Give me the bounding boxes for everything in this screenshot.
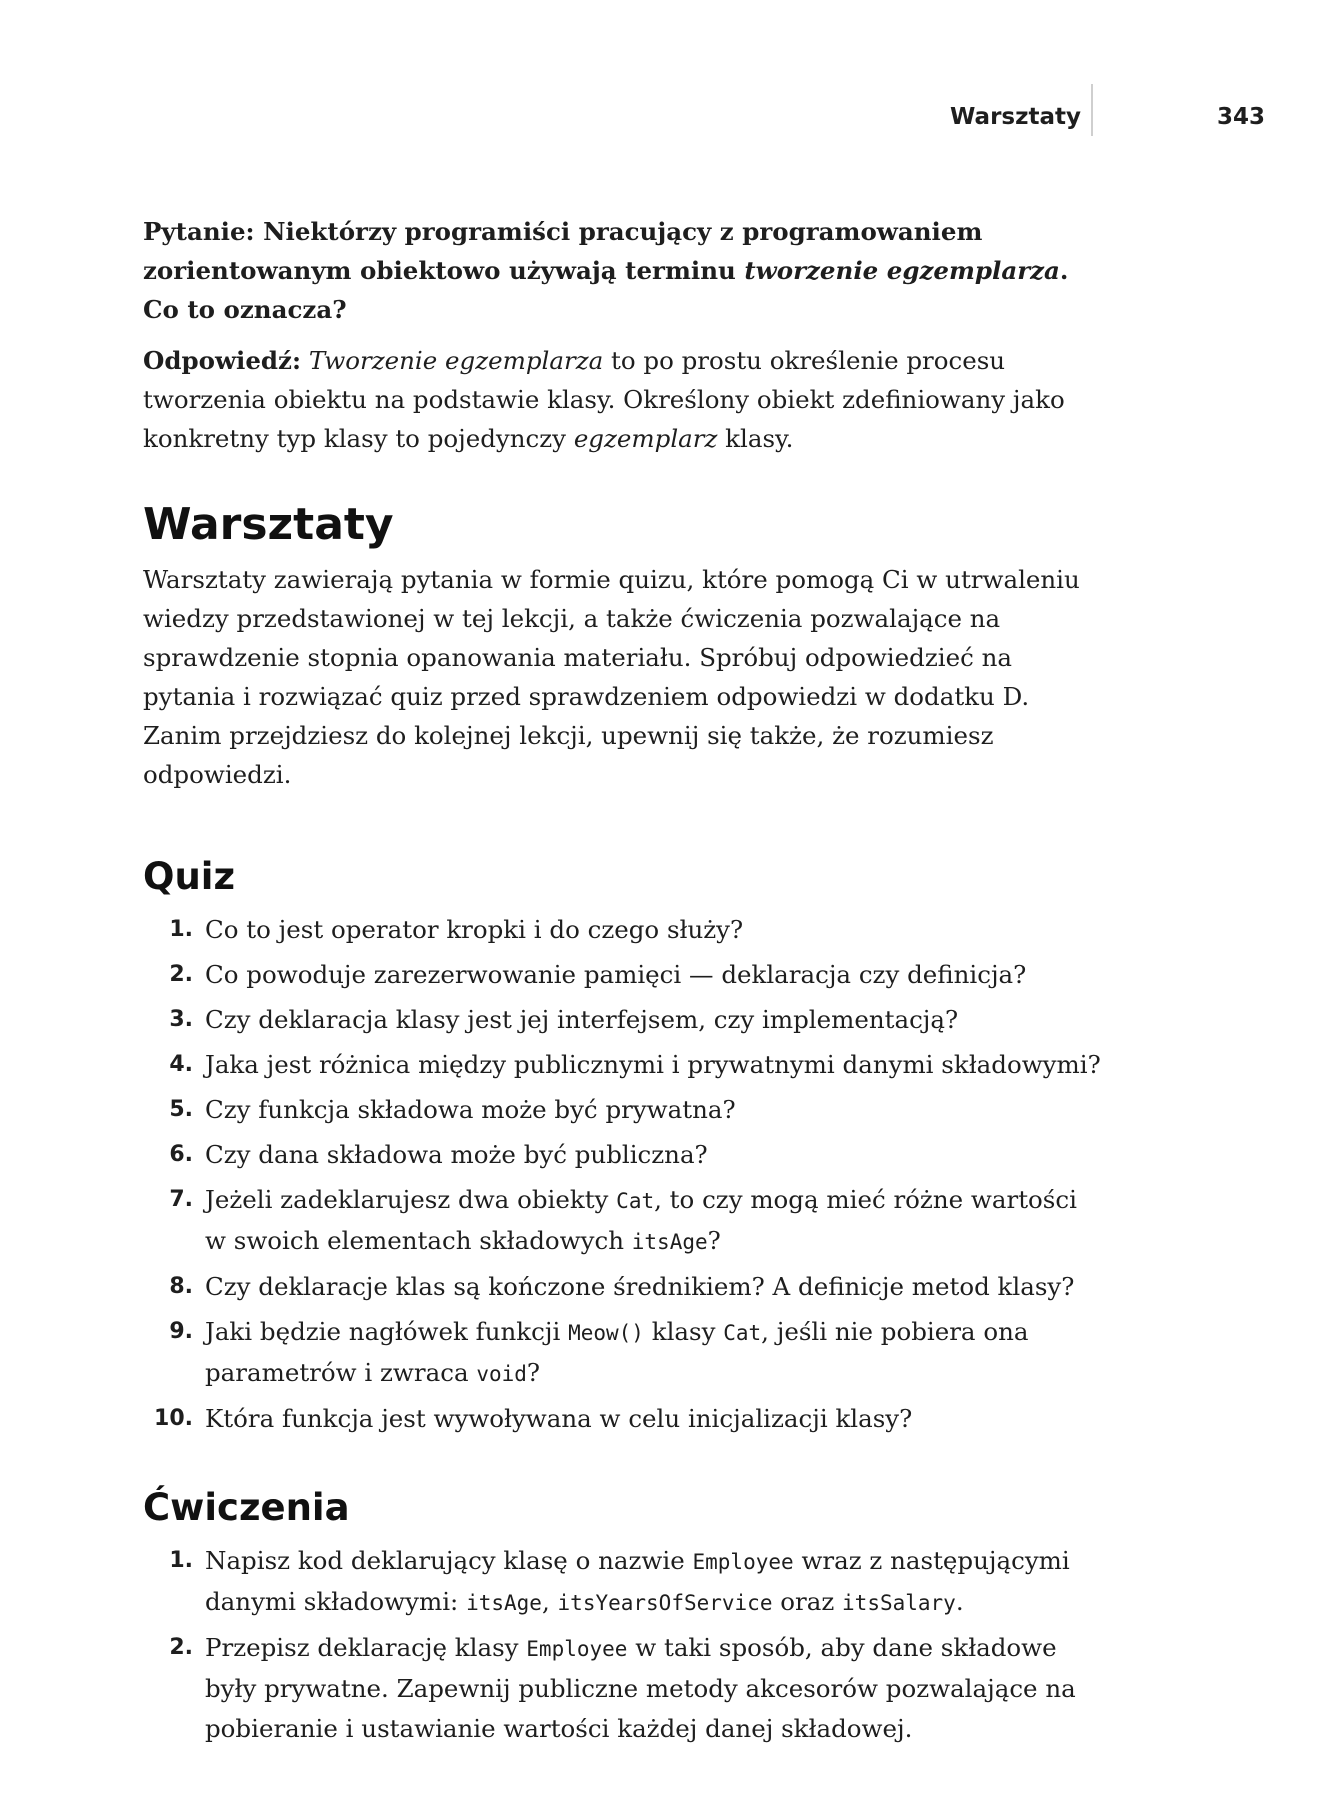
item-number: 8. (169, 1274, 193, 1299)
item-text: , to czy mogą mieć różne wartości w swoich elementach składowych (205, 1185, 1077, 1255)
item-text: Czy funkcja składowa może być prywatna? (205, 1095, 736, 1124)
code-identifier: itsAge (631, 1230, 708, 1254)
item-number: 4. (169, 1052, 193, 1077)
answer-term-2: egzemplarz (573, 424, 718, 453)
item-number: 7. (169, 1187, 193, 1212)
quiz-heading: Quiz (143, 855, 236, 898)
item-number: 1. (169, 917, 193, 942)
question-text: Pytanie: Niektórzy programiści pracujący z programowaniem zorientowanym obiektowo używają terminu (143, 217, 983, 285)
code-identifier: Meow() (568, 1321, 644, 1345)
quiz-item (143, 955, 1101, 995)
code-identifier: itsAge (466, 1591, 542, 1615)
quiz-item (143, 1267, 1101, 1307)
item-text: Która funkcja jest wywoływana w celu inicjalizacji klasy? (205, 1404, 913, 1433)
item-text: Czy dana składowa może być publiczna? (205, 1140, 708, 1169)
quiz-item (143, 1000, 1101, 1040)
answer-text: to po prostu określenie procesu tworzenia obiektu na podstawie klasy. Określony obiekt zdefiniowany jako konkretny typ klasy to pojedynczy (143, 346, 1065, 453)
question-term: tworzenie egzemplarza (744, 256, 1060, 285)
item-number: 2. (169, 962, 193, 987)
item-text: klasy (643, 1317, 724, 1346)
item-number: 9. (169, 1319, 193, 1344)
item-text: Czy deklaracja klasy jest jej interfejsem, czy implementacją? (205, 1005, 959, 1034)
page-number: 343 (1216, 104, 1265, 130)
item-text: . (955, 1587, 964, 1616)
answer-label: Odpowiedź: (143, 346, 302, 375)
code-identifier: Cat (616, 1189, 655, 1213)
quiz-item (143, 1090, 1101, 1130)
code-identifier: Employee (526, 1637, 628, 1661)
item-text: , jeśli nie pobiera ona parametrów i zwraca (205, 1317, 1029, 1387)
header-divider (1091, 84, 1093, 136)
quiz-item (143, 1180, 1101, 1262)
answer-text-end: klasy. (717, 424, 794, 453)
exercises-list (143, 1541, 1101, 1749)
workshop-intro: Warsztaty zawierają pytania w formie quizu, które pomogą Ci w utrwaleniu wiedzy przedstawionej w tej lekcji, a także ćwiczenia pozwalające na sprawdzenie stopnia opanowania materiału. Spróbuj odpowiedzieć na pytania i rozwiązać quiz przed sprawdzeniem odpowiedzi w dodatku D. Zanim przejdziesz do kolejnej lekcji, upewnij się także, że rozumiesz odpowiedzi. (143, 565, 1080, 789)
exercises-heading: Ćwiczenia (143, 1486, 350, 1529)
item-text: Napisz kod deklarujący klasę o nazwie (205, 1546, 693, 1575)
item-text: w taki sposób, aby dane składowe były prywatne. Zapewnij publiczne metody akcesorów pozwalające na pobieranie i ustawianie wartości każdej danej składowej. (205, 1633, 1076, 1743)
quiz-item (143, 1399, 1101, 1439)
quiz-item (143, 1045, 1101, 1085)
item-number: 5. (169, 1097, 193, 1122)
item-text: Jaki będzie nagłówek funkcji (205, 1317, 569, 1346)
item-number: 6. (169, 1142, 193, 1167)
item-number: 2. (169, 1635, 193, 1660)
exercises-item (143, 1541, 1101, 1623)
code-identifier: void (476, 1362, 527, 1386)
code-identifier: Employee (692, 1550, 794, 1574)
item-text: , (541, 1587, 558, 1616)
running-header (0, 84, 1339, 136)
quiz-item (143, 1312, 1101, 1394)
item-text: wraz z następującymi danymi składowymi: (205, 1546, 1070, 1616)
item-text: Co powoduje zarezerwowanie pamięci — deklaracja czy definicja? (205, 960, 1027, 989)
item-text: Przepisz deklarację klasy (205, 1633, 527, 1662)
item-text: ? (707, 1226, 721, 1255)
item-text: Jeżeli zadeklarujesz dwa obiekty (205, 1185, 617, 1214)
quiz-list (143, 910, 1101, 1439)
answer-term: Tworzenie egzemplarza (308, 346, 604, 375)
running-header-title: Warsztaty (950, 104, 1081, 130)
quiz-item (143, 1135, 1101, 1175)
item-number: 1. (169, 1548, 193, 1573)
item-text: Jaka jest różnica między publicznymi i prywatnymi danymi składowymi? (205, 1050, 1101, 1079)
exercises-item (143, 1628, 1101, 1749)
item-text: ? (526, 1358, 541, 1387)
code-identifier: Cat (723, 1321, 762, 1345)
quiz-item (143, 910, 1101, 950)
qa-answer (143, 341, 1101, 458)
workshop-heading: Warsztaty (143, 499, 394, 550)
item-text: Co to jest operator kropki i do czego służy? (205, 915, 744, 944)
qa-question (143, 212, 1101, 329)
item-number: 3. (169, 1007, 193, 1032)
item-text: Czy deklaracje klas są kończone średnikiem? A definicje metod klasy? (205, 1272, 1075, 1301)
item-number: 10. (154, 1406, 193, 1431)
page-body (143, 212, 1101, 1754)
code-identifier: itsSalary (842, 1591, 956, 1615)
question-text-end: . Co to oznacza? (143, 256, 1069, 324)
code-identifier: itsYearsOfService (557, 1591, 773, 1615)
item-text: oraz (772, 1587, 843, 1616)
